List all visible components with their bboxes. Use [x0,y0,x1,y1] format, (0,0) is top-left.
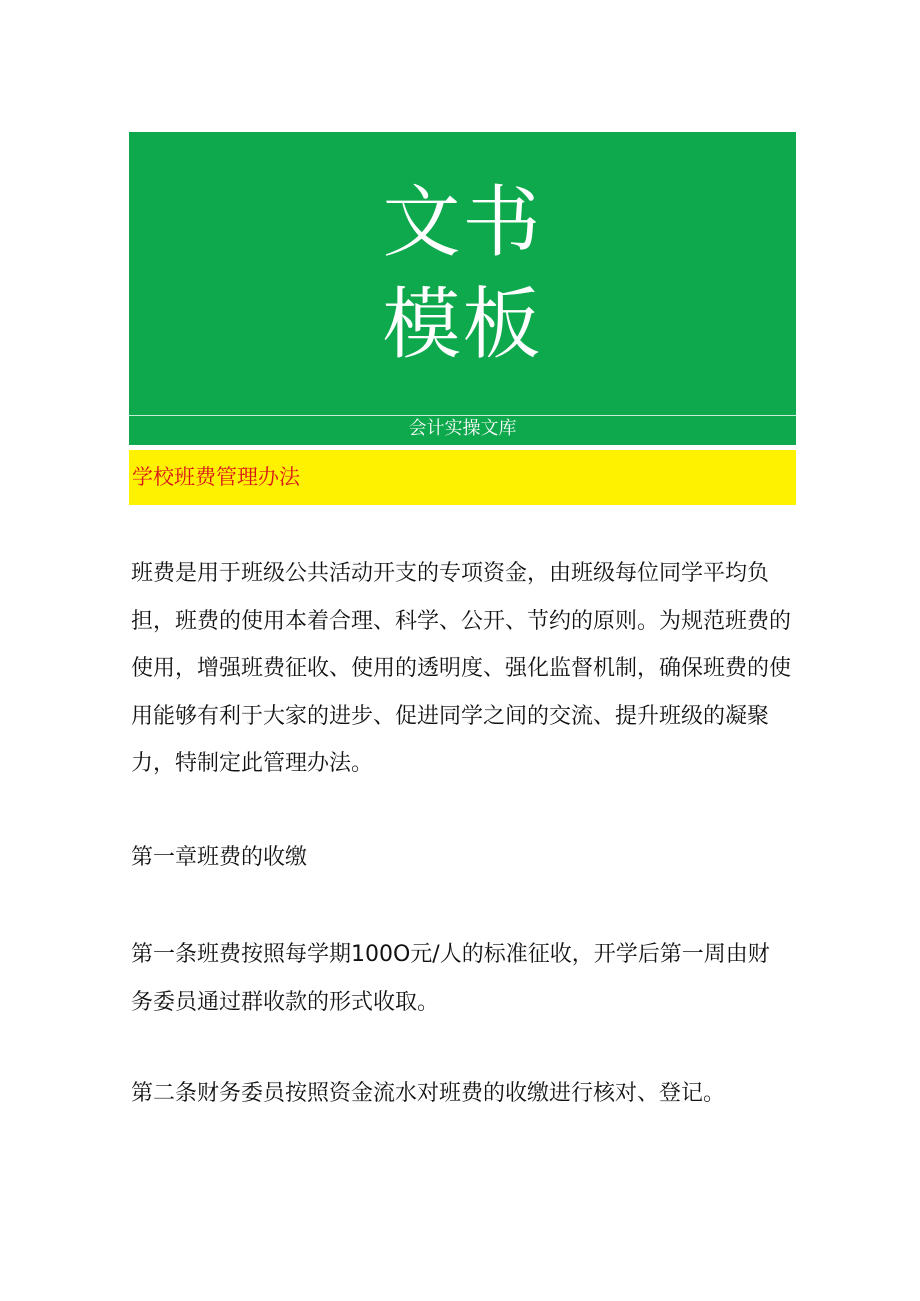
document-title-bar [129,450,796,505]
cover-title-line-2: 模板 [382,280,543,370]
article-2: 第二条财务委员按照资金流水对班费的收缴进行核对、登记。 [131,1081,726,1106]
chapter-heading: 第一章班费的收缴 [131,844,308,870]
intro-paragraph: 班费是用于班级公共活动开支的专项资金，由班级每位同学平均负担，班费的使用本着合理、科学、公开、节约的原则。为规范班费的使用，增强班费征收、使用的透明度、强化监督机制，确保班费的使用能够有利于大家的进步、促进同学之间的交流、提升班级的凝聚力，特制定此管理办法。 [131,561,792,776]
document-body [131,550,791,1118]
document-title: 学校班费管理办法 [132,465,300,489]
cover-title-line-1: 文书 [382,178,543,268]
cover-subtitle: 会计实操文库 [408,418,517,439]
cover-divider [129,415,796,416]
cover-banner [129,132,796,445]
article-1: 第一条班费按照每学期100O元/人的标准征收，开学后第一周由财务委员通过群收款的形式收取。 [131,942,770,1015]
